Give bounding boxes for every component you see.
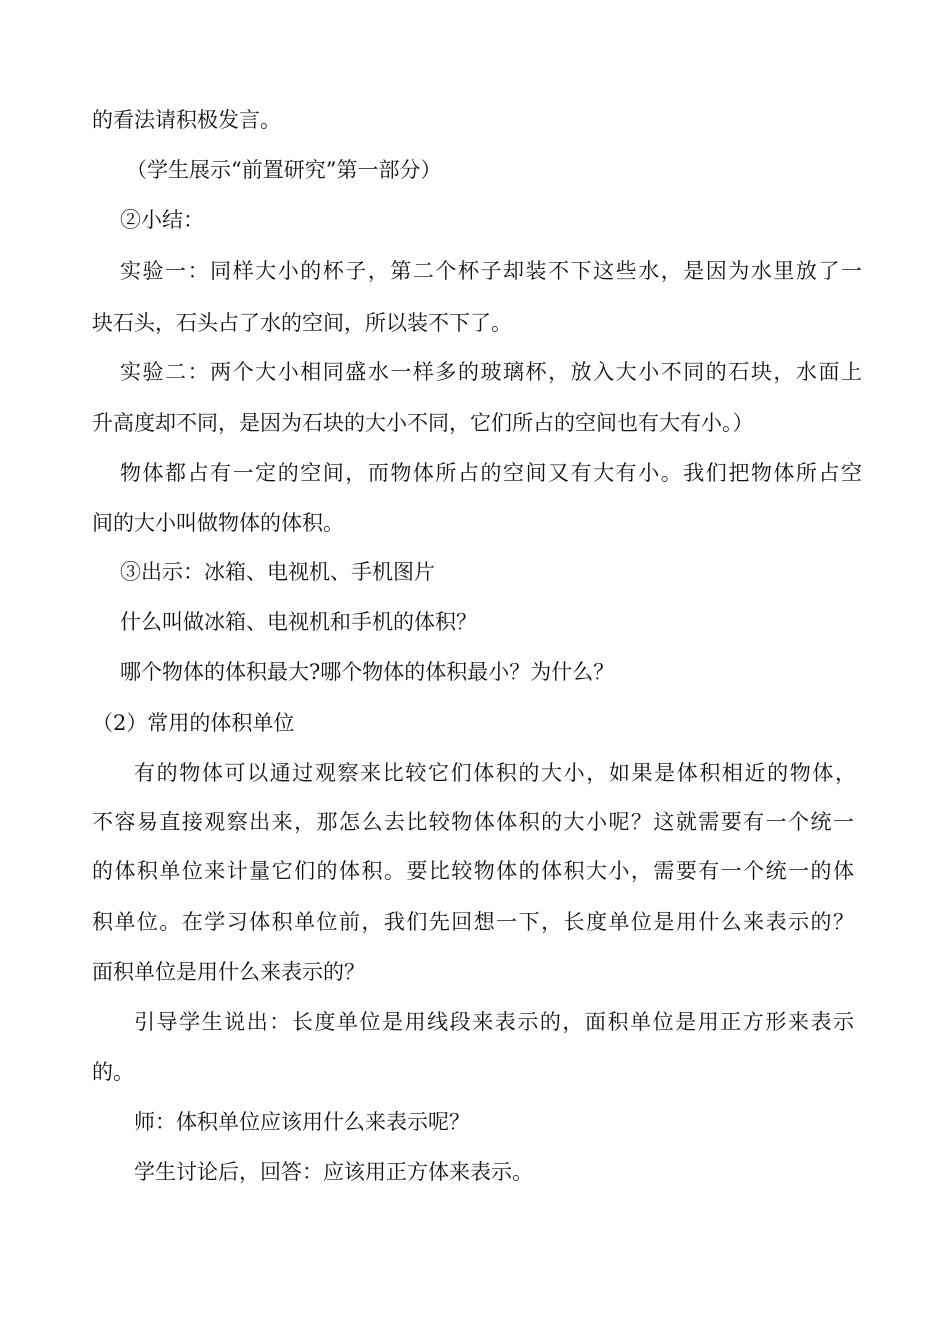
text-line: 师：体积单位应该用什么来表示呢？ bbox=[134, 1110, 470, 1134]
text-line: ②小结： bbox=[120, 208, 204, 232]
text-line: 有的物体可以通过观察来比较它们体积的大小，如果是体积相近的物体， bbox=[134, 761, 856, 785]
text-line: 的看法请积极发言。 bbox=[92, 108, 281, 132]
text-line: 的。 bbox=[92, 1060, 134, 1084]
text-line: 实验二：两个大小相同盛水一样多的玻璃杯，放入大小不同的石块，水面上 bbox=[120, 360, 862, 384]
text-line: （学生展示“前置研究”第一部分） bbox=[126, 158, 442, 182]
text-line: 块石头，石头占了水的空间，所以装不下了。 bbox=[92, 311, 512, 335]
section-heading: （2）常用的体积单位 bbox=[92, 711, 295, 735]
text-line: 哪个物体的体积最大?哪个物体的体积最小？为什么？ bbox=[120, 660, 615, 684]
text-line: 实验一：同样大小的杯子，第二个杯子却装不下这些水，是因为水里放了一 bbox=[120, 259, 862, 283]
text-line: 积单位。在学习体积单位前，我们先回想一下，长度单位是用什么来表示的？ bbox=[92, 910, 854, 934]
text-line: 面积单位是用什么来表示的？ bbox=[92, 960, 365, 984]
text-line: 不容易直接观察出来，那怎么去比较物体体积的大小呢？这就需要有一个统一 bbox=[92, 810, 854, 834]
text-line: 什么叫做冰箱、电视机和手机的体积？ bbox=[120, 610, 477, 634]
text-line: ③出示：冰箱、电视机、手机图片 bbox=[120, 560, 435, 584]
text-line: 的体积单位来计量它们的体积。要比较物体的体积大小，需要有一个统一的体 bbox=[92, 859, 854, 883]
text-line: 间的大小叫做物体的体积。 bbox=[92, 511, 344, 535]
text-line: 物体都占有一定的空间，而物体所占的空间又有大有小。我们把物体所占空 bbox=[120, 461, 862, 485]
text-line: 学生讨论后，回答：应该用正方体来表示。 bbox=[134, 1160, 533, 1184]
text-line: 引导学生说出：长度单位是用线段来表示的，面积单位是用正方形来表示 bbox=[134, 1010, 854, 1034]
text-line: 升高度却不同，是因为石块的大小不同，它们所占的空间也有大有小。） bbox=[92, 411, 754, 435]
